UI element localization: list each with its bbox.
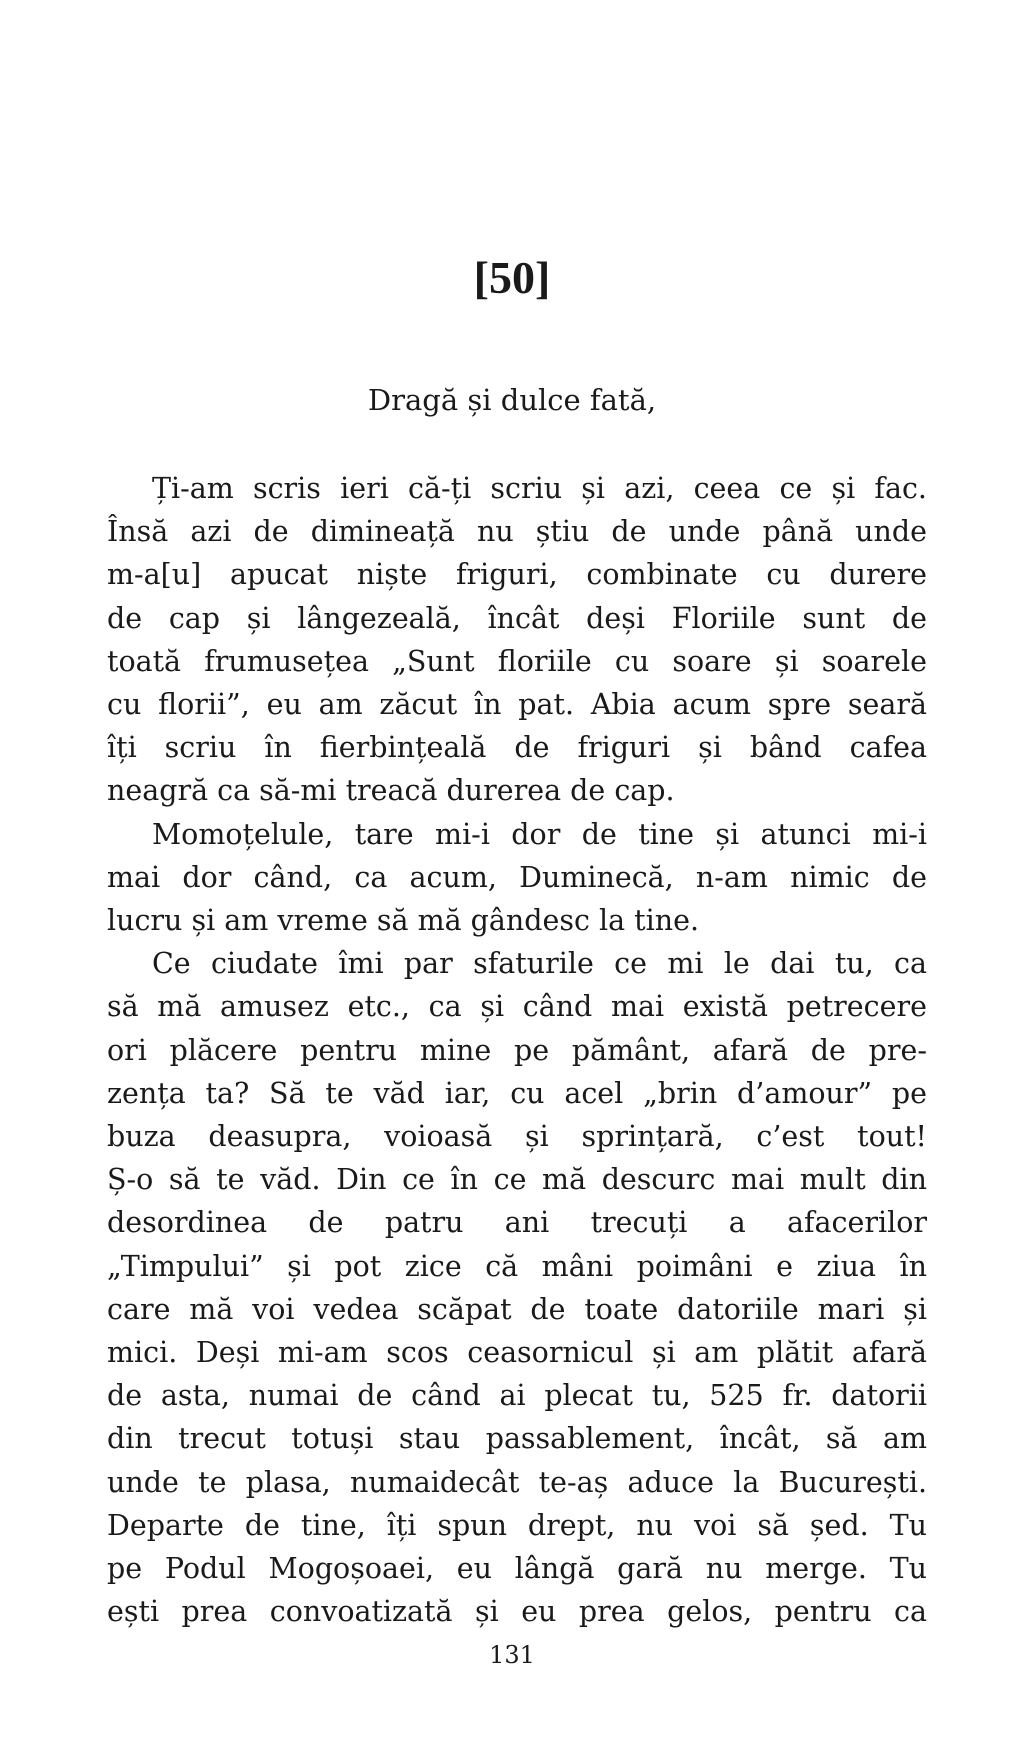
text-line: Ce ciudate îmi par sfaturile ce mi le dai tu, ca: [152, 947, 927, 981]
text-line: să mă amusez etc., ca și când mai există petrecere: [107, 990, 927, 1024]
text-line: „Timpului” și pot zice că mâni poimâni e ziua în: [107, 1249, 927, 1283]
paragraph-3: [107, 942, 927, 1633]
text-line: care mă voi vedea scăpat de toate datoriile mari și: [107, 1292, 927, 1326]
paragraph-1: [107, 467, 927, 813]
page-number: 131: [489, 1641, 535, 1669]
text-line: Ș-o să te văd. Din ce în ce mă descurc mai mult din: [107, 1163, 927, 1197]
text-line: de cap și lângezeală, încât deși Floriile sunt de: [107, 601, 927, 635]
text-line: m-a[u] apucat niște friguri, combinate cu durere: [107, 558, 927, 592]
text-line: îți scriu în fierbințeală de friguri și bând cafea: [107, 731, 927, 765]
text-line: cu florii”, eu am zăcut în pat. Abia acum spre seară: [107, 688, 927, 722]
letter-body: [107, 467, 927, 1633]
text-line: mai dor când, ca acum, Duminecă, n-am nimic de: [107, 860, 927, 894]
text-line: mici. Deși mi-am scos ceasornicul și am plătit afară: [107, 1336, 927, 1370]
paragraph-2: [107, 813, 927, 943]
text-line: pe Podul Mogoșoaei, eu lângă gară nu merge. Tu: [107, 1552, 927, 1586]
text-line: buza deasupra, voioasă și sprințară, c’est tout!: [107, 1120, 927, 1154]
text-line: Însă azi de dimineață nu știu de unde până unde: [107, 515, 927, 549]
text-line: Momoțelule, tare mi-i dor de tine și atunci mi-i: [152, 817, 927, 851]
text-line: ești prea convoatizată și eu prea gelos, pentru ca: [107, 1595, 927, 1629]
text-line: Departe de tine, îți spun drept, nu voi să șed. Tu: [107, 1508, 927, 1542]
text-line: desordinea de patru ani trecuți a afacerilor: [107, 1206, 927, 1240]
text-line: Ți-am scris ieri că-ți scriu și azi, ceea ce și fac.: [152, 472, 927, 505]
text-line: unde te plasa, numaidecât te-aș aduce la București.: [107, 1465, 927, 1499]
text-line: lucru și am vreme să mă gândesc la tine.: [107, 904, 700, 938]
text-line: zența ta? Să te văd iar, cu acel „brin d’amour” pe: [107, 1076, 927, 1110]
text-line: din trecut totuși stau passablement, încât, să am: [107, 1422, 927, 1456]
letter-number-heading: [50]: [473, 252, 551, 303]
text-line: toată frumusețea „Sunt floriile cu soare și soarele: [107, 644, 927, 678]
text-line: neagră ca să-mi treacă durerea de cap.: [107, 774, 675, 808]
letter-salutation: Dragă și dulce fată,: [367, 383, 657, 417]
text-line: ori plăcere pentru mine pe pământ, afară de pre-: [107, 1033, 927, 1067]
text-line: de asta, numai de când ai plecat tu, 525 fr. datorii: [107, 1379, 927, 1413]
